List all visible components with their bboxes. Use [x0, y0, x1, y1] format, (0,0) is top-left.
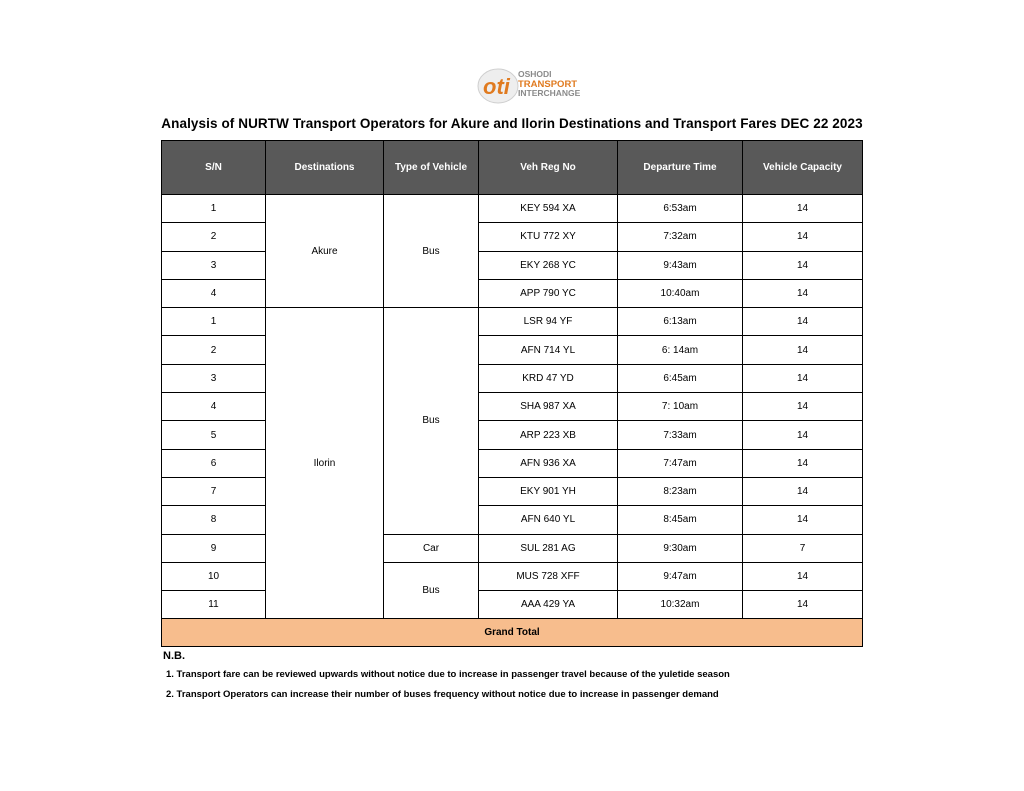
table-row: [162, 308, 863, 336]
cell-reg: APP 790 YC: [479, 279, 618, 307]
header-row: [162, 141, 863, 195]
cell-time: 7: 10am: [618, 393, 743, 421]
cell-time: 6:53am: [618, 195, 743, 223]
cell-reg: AFN 714 YL: [479, 336, 618, 364]
cell-sn: 2: [162, 223, 266, 251]
cell-reg: KTU 772 XY: [479, 223, 618, 251]
cell-sn: 4: [162, 279, 266, 307]
logo-line2: TRANSPORT: [518, 79, 578, 90]
cell-capacity: 14: [743, 251, 863, 279]
oti-logo-graphic: [474, 66, 584, 106]
cell-reg: AAA 429 YA: [479, 591, 618, 619]
table-row: [162, 195, 863, 223]
header-veh-reg-no: Veh Reg No: [479, 141, 618, 195]
header-destinations: Destinations: [266, 141, 384, 195]
cell-reg: AFN 936 XA: [479, 449, 618, 477]
cell-capacity: 14: [743, 195, 863, 223]
cell-sn: 8: [162, 506, 266, 534]
cell-time: 6:13am: [618, 308, 743, 336]
cell-sn: 2: [162, 336, 266, 364]
cell-time: 6: 14am: [618, 336, 743, 364]
cell-capacity: 14: [743, 506, 863, 534]
cell-reg: LSR 94 YF: [479, 308, 618, 336]
cell-capacity: 14: [743, 477, 863, 505]
cell-capacity: 14: [743, 562, 863, 590]
cell-reg: SUL 281 AG: [479, 534, 618, 562]
cell-capacity: 14: [743, 223, 863, 251]
cell-reg: SHA 987 XA: [479, 393, 618, 421]
note-item: 1. Transport fare can be reviewed upwards without notice due to increase in passenger travel because of the yuletide season: [166, 669, 730, 680]
cell-sn: 10: [162, 562, 266, 590]
oti-logo: [474, 66, 584, 106]
cell-capacity: 14: [743, 336, 863, 364]
header-sn: S/N: [162, 141, 266, 195]
page-title: Analysis of NURTW Transport Operators for Akure and Ilorin Destinations and Transport Fares DEC 22 2023: [161, 116, 863, 131]
logo-mark: oti: [483, 74, 510, 99]
cell-time: 6:45am: [618, 364, 743, 392]
cell-reg: EKY 901 YH: [479, 477, 618, 505]
cell-capacity: 14: [743, 591, 863, 619]
cell-reg: MUS 728 XFF: [479, 562, 618, 590]
cell-vehicle-type: Bus: [384, 195, 479, 308]
notes-heading: N.B.: [163, 650, 185, 662]
cell-sn: 11: [162, 591, 266, 619]
cell-time: 9:47am: [618, 562, 743, 590]
cell-sn: 5: [162, 421, 266, 449]
cell-reg: KEY 594 XA: [479, 195, 618, 223]
cell-sn: 3: [162, 364, 266, 392]
cell-time: 7:32am: [618, 223, 743, 251]
header-type-of-vehicle: Type of Vehicle: [384, 141, 479, 195]
header-departure-time: Departure Time: [618, 141, 743, 195]
cell-reg: AFN 640 YL: [479, 506, 618, 534]
cell-time: 10:40am: [618, 279, 743, 307]
cell-sn: 6: [162, 449, 266, 477]
operators-table: [161, 140, 863, 647]
cell-time: 7:33am: [618, 421, 743, 449]
cell-capacity: 14: [743, 279, 863, 307]
cell-time: 8:23am: [618, 477, 743, 505]
cell-destination-akure: Akure: [266, 195, 384, 308]
cell-reg: KRD 47 YD: [479, 364, 618, 392]
cell-sn: 9: [162, 534, 266, 562]
cell-capacity: 7: [743, 534, 863, 562]
cell-capacity: 14: [743, 393, 863, 421]
cell-reg: EKY 268 YC: [479, 251, 618, 279]
header-vehicle-capacity: Vehicle Capacity: [743, 141, 863, 195]
cell-capacity: 14: [743, 449, 863, 477]
cell-time: 7:47am: [618, 449, 743, 477]
cell-sn: 7: [162, 477, 266, 505]
cell-time: 10:32am: [618, 591, 743, 619]
cell-time: 9:43am: [618, 251, 743, 279]
cell-sn: 1: [162, 195, 266, 223]
logo-line3: INTERCHANGE: [518, 88, 581, 98]
cell-time: 9:30am: [618, 534, 743, 562]
cell-vehicle-type: Bus: [384, 562, 479, 619]
grand-total-label: Grand Total: [162, 619, 863, 647]
cell-reg: ARP 223 XB: [479, 421, 618, 449]
cell-destination-ilorin: Ilorin: [266, 308, 384, 619]
cell-sn: 4: [162, 393, 266, 421]
cell-sn: 1: [162, 308, 266, 336]
cell-capacity: 14: [743, 421, 863, 449]
logo-line1: OSHODI: [518, 69, 552, 79]
cell-capacity: 14: [743, 308, 863, 336]
cell-capacity: 14: [743, 364, 863, 392]
cell-vehicle-type: Bus: [384, 308, 479, 534]
cell-vehicle-type: Car: [384, 534, 479, 562]
cell-sn: 3: [162, 251, 266, 279]
grand-total-row: [162, 619, 863, 647]
note-item: 2. Transport Operators can increase their number of buses frequency without notice due to increase in passenger demand: [166, 689, 719, 700]
cell-time: 8:45am: [618, 506, 743, 534]
